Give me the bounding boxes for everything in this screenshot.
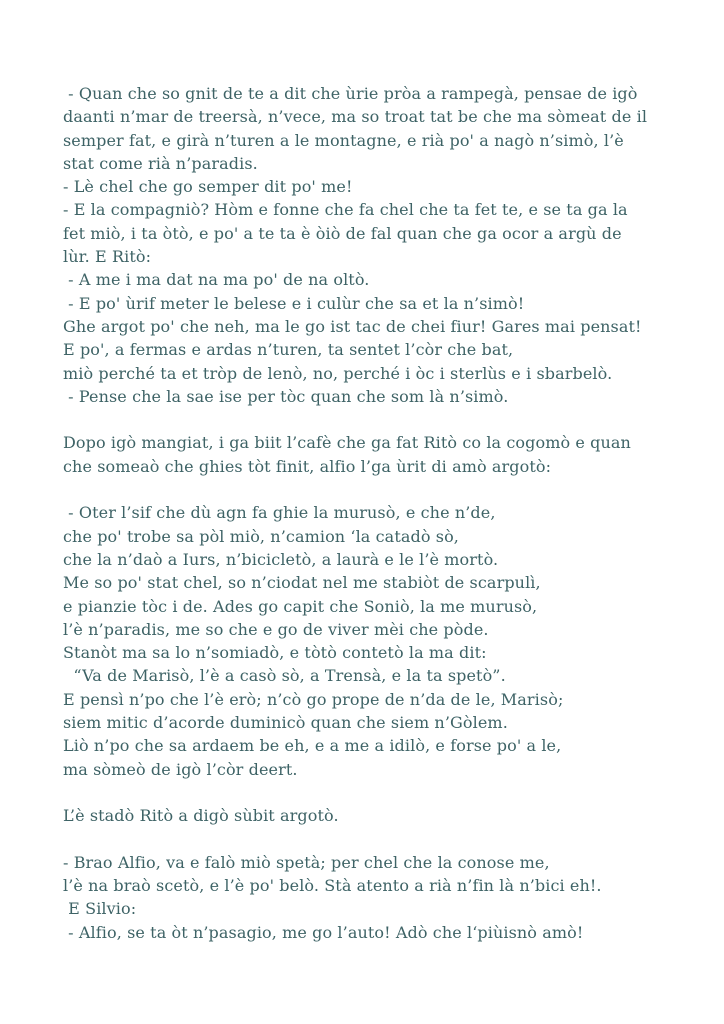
text-line: Liò n’po che sa ardaem be eh, e a me a idilò, e forse po' a le, — [63, 736, 562, 756]
text-line: - E la compagniò? Hòm e fonne che fa chel che ta fet te, e se ta ga la — [63, 200, 628, 220]
text-line: che someaò che ghies tòt finit, alfio l’ga ùrit di amò argotò: — [63, 456, 552, 476]
text-line: Me so po' stat chel, so n’ciodat nel me stabiòt de scarpulì, — [63, 573, 541, 593]
text-line: - Lè chel che go semper dit po' me! — [63, 177, 353, 197]
text-line: daanti n’mar de treersà, n’vece, ma so troat tat be che ma sòmeat de il — [63, 107, 648, 127]
text-line: che la n’daò a Iurs, n’bicicletò, a laurà e le l’è mortò. — [63, 549, 499, 569]
text-line: E po', a fermas e ardas n’turen, ta sentet l’còr che bat, — [63, 340, 514, 360]
text-line: semper fat, e girà n’turen a le montagne, e rià po' a nagò n’simò, l’è — [63, 130, 624, 150]
text-line: “Va de Marisò, l’è a casò sò, a Trensà, e la ta spetò”. — [63, 666, 506, 686]
text-line: stat come rià n’paradis. — [63, 153, 258, 173]
text-line: - Alfio, se ta òt n’pasagio, me go l’auto! Adò che l‘piùisnò amò! — [63, 922, 584, 942]
text-line: miò perché ta et tròp de lenò, no, perché i òc i sterlùs e i sbarbelò. — [63, 363, 613, 383]
text-line: siem mitic d’acorde duminicò quan che siem n’Gòlem. — [63, 713, 508, 733]
blank-line — [63, 408, 684, 431]
text-line: lùr. E Ritò: — [63, 247, 152, 267]
text-line: Stanòt ma sa lo n’somiadò, e tòtò contetò la ma dit: — [63, 643, 487, 663]
text-line: l’è n’paradis, me so che e go de viver mèi che pòde. — [63, 619, 489, 639]
text-line: Ghe argot po' che neh, ma le go ist tac de chei fiur! Gares mai pensat! — [63, 316, 642, 336]
text-line: E Silvio: — [63, 899, 137, 919]
blank-line — [63, 781, 684, 804]
text-line: ma sòmeò de igò l’còr deert. — [63, 759, 298, 779]
blank-line — [63, 828, 684, 851]
text-line: L’è stadò Ritò a digò sùbit argotò. — [63, 806, 339, 826]
text-line: - E po' ùrif meter le belese e i culùr che sa et la n’simò! — [63, 293, 525, 313]
text-line: - A me i ma dat na ma po' de na oltò. — [63, 270, 370, 290]
text-block — [63, 82, 684, 944]
text-line: e pianzie tòc i de. Ades go capit che Soniò, la me murusò, — [63, 596, 538, 616]
text-line: Dopo igò mangiat, i ga biit l’cafè che ga fat Ritò co la cogomò e quan — [63, 433, 631, 453]
text-line: che po' trobe sa pòl miò, n’camion ‘la catadò sò, — [63, 526, 459, 546]
text-line: - Quan che so gnit de te a dit che ùrie pròa a rampegà, pensae de igò — [63, 84, 638, 103]
text-line: fet miò, i ta òtò, e po' a te ta è òiò de fal quan che ga ocor a argù de — [63, 223, 622, 243]
text-line: l’è na braò scetò, e l’è po' belò. Stà atento a rià n’fin là n’bici eh!. — [63, 876, 602, 896]
text-line: E pensì n’po che l’è erò; n’cò go prope de n’da de le, Marisò; — [63, 689, 564, 709]
blank-line — [63, 478, 684, 501]
text-line: - Oter l’sif che dù agn fa ghie la murusò, e che n’de, — [63, 503, 496, 523]
text-line: - Pense che la sae ise per tòc quan che som là n’simò. — [63, 386, 509, 406]
text-line: - Brao Alfio, va e falò miò spetà; per chel che la conose me, — [63, 852, 550, 872]
